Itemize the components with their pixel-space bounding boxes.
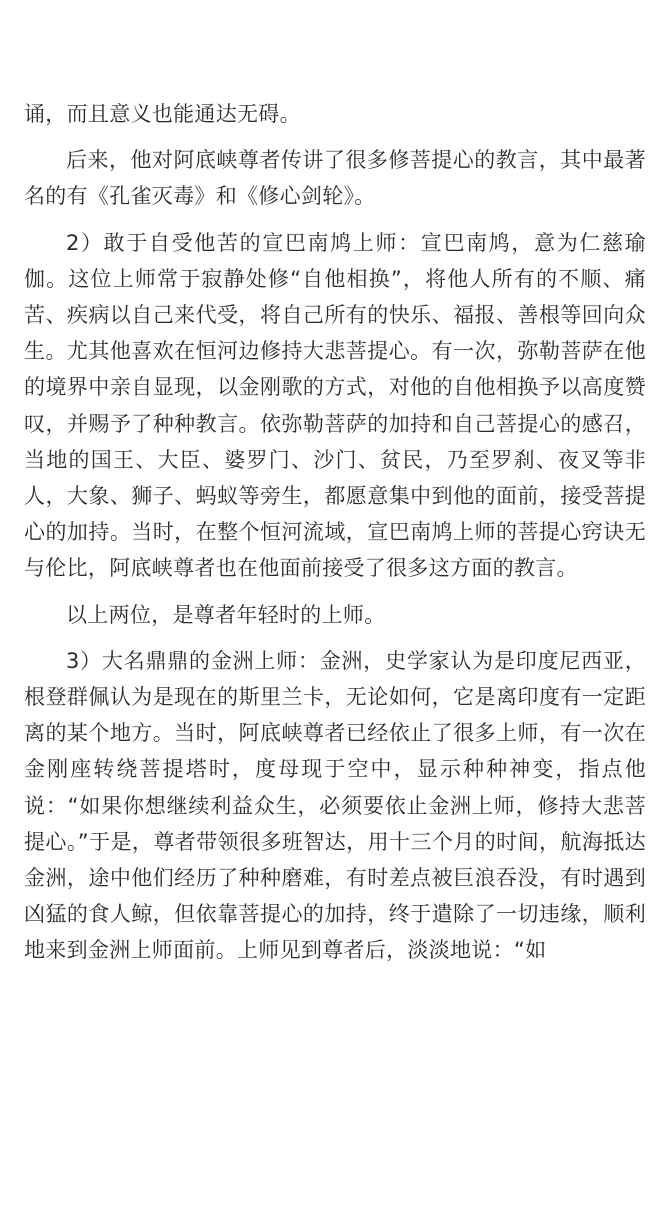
paragraph-2: 后来，他对阿底峡尊者传讲了很多修菩提心的教言，其中最著名的有《孔雀灭毒》和《修心剑轮》。 [24, 148, 646, 209]
document-page [24, 96, 646, 979]
paragraph-1: 诵，而且意义也能通达无碍。 [24, 102, 301, 126]
paragraph-3: 2）敢于自受他苦的宣巴南鸠上师：宣巴南鸠，意为仁慈瑜伽。这位上师常于寂静处修“自他相换”，将他人所有的不顺、痛苦、疾病以自己来代受，将自己所有的快乐、福报、善根等回向众生。尤其他喜欢在恒河边修持大悲菩提心。有一次，弥勒菩萨在他的境界中亲自显现，以金刚歌的方式，对他的自他相换予以高度赞叹，并赐予了种种教言。依弥勒菩萨的加持和自己菩提心的感召，当地的国王、大臣、婆罗门、沙门、贫民，乃至罗刹、夜叉等非人，大象、狮子、蚂蚁等旁生，都愿意集中到他的面前，接受菩提心的加持。当时，在整个恒河流域，宣巴南鸠上师的菩提心窍诀无与伦比，阿底峡尊者也在他面前接受了很多这方面的教言。 [24, 230, 646, 581]
paragraph-5: 3）大名鼎鼎的金洲上师：金洲，史学家认为是印度尼西亚，根登群佩认为是现在的斯里兰卡，无论如何，它是离印度有一定距离的某个地方。当时，阿底峡尊者已经依止了很多上师，有一次在金刚座转绕菩提塔时，度母现于空中，显示种种神变，指点他说：“如果你想继续利益众生，必须要依止金洲上师，修持大悲菩提心。”于是，尊者带领很多班智达，用十三个月的时间，航海抵达金洲，途中他们经历了种种磨难，有时差点被巨浪吞没，有时遇到凶猛的食人鲸，但依靠菩提心的加持，终于遣除了一切违缘，顺利地来到金洲上师面前。上师见到尊者后，淡淡地说：“如 [24, 648, 646, 963]
paragraph-4: 以上两位，是尊者年轻时的上师。 [66, 602, 386, 627]
